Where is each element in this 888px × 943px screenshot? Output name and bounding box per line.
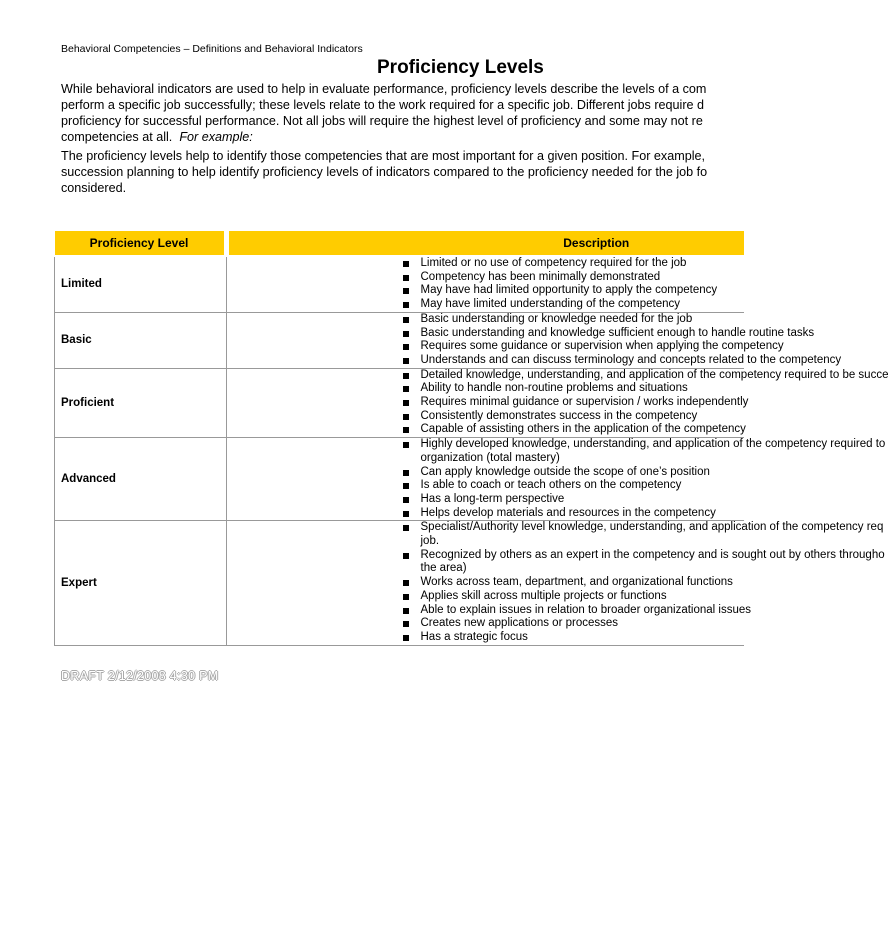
table-header-row: [55, 231, 745, 256]
list-item-text: Recognized by others as an expert in the competency and is sought out by others througho: [420, 548, 885, 561]
square-bullet-icon: [403, 386, 409, 392]
square-bullet-icon: [403, 302, 409, 308]
square-bullet-icon: [403, 635, 409, 641]
list-item: [401, 423, 745, 437]
square-bullet-icon: [403, 317, 409, 323]
proficiency-level-cell: Expert: [55, 521, 227, 645]
description-cell: [226, 312, 842, 368]
square-bullet-icon: [403, 414, 409, 420]
description-cell: [226, 368, 888, 438]
table-row: [55, 438, 745, 521]
list-item-text: Applies skill across multiple projects or functions: [420, 589, 667, 602]
description-list: [227, 368, 888, 438]
list-item: [401, 466, 745, 480]
intro-line: The proficiency levels help to identify those competencies that are most important for a given position. For example,: [61, 149, 706, 163]
list-item: [401, 479, 745, 493]
description-cell: [226, 256, 744, 312]
list-item-text: Requires minimal guidance or supervision / works independently: [420, 396, 749, 409]
list-item-text: Has a strategic focus: [420, 630, 528, 643]
description-list: [227, 438, 886, 520]
list-item-text: Understands and can discuss terminology and concepts related to the competency: [420, 353, 842, 366]
list-item-text: Works across team, department, and organizational functions: [420, 576, 733, 589]
list-item: [401, 382, 745, 396]
square-bullet-icon: [403, 331, 409, 337]
running-header: Behavioral Competencies – Definitions and Behavioral Indicators: [61, 43, 363, 55]
list-item: [401, 257, 745, 271]
list-item: [401, 548, 885, 563]
list-item-text: Capable of assisting others in the application of the competency: [420, 423, 746, 436]
header-description: Description: [226, 231, 744, 256]
list-item: [401, 521, 884, 535]
square-bullet-icon: [403, 553, 409, 559]
proficiency-table: [54, 231, 888, 646]
intro-text: [61, 81, 761, 196]
square-bullet-icon: [403, 525, 409, 531]
intro-line: While behavioral indicators are used to help in evaluate performance, proficiency levels describe the levels of a com: [61, 82, 707, 96]
list-item-text: job.: [420, 535, 440, 548]
table-row: [55, 312, 745, 368]
list-item-text: May have had limited opportunity to apply the competency: [420, 284, 718, 297]
intro-line-text: competencies at all.: [61, 130, 173, 144]
list-item-text: Highly developed knowledge, understanding, and application of the competency required to: [420, 438, 886, 451]
list-item-text: Requires some guidance or supervision when applying the competency: [420, 340, 784, 353]
square-bullet-icon: [403, 358, 409, 364]
square-bullet-icon: [403, 442, 409, 448]
table-row: [55, 368, 745, 438]
list-item: [401, 452, 745, 466]
list-item-text: Creates new applications or processes: [420, 617, 619, 630]
list-item: [401, 535, 745, 549]
description-cell: [226, 438, 886, 521]
square-bullet-icon: [403, 470, 409, 476]
intro-line: proficiency for successful performance. Not all jobs will require the highest level of proficiency and some may not re: [61, 114, 703, 128]
list-item: [401, 438, 886, 452]
list-item: [401, 284, 745, 298]
table-row: [55, 256, 745, 312]
square-bullet-icon: [403, 373, 409, 379]
square-bullet-icon: [403, 594, 409, 600]
list-item: [401, 562, 745, 576]
header-proficiency-level: Proficiency Level: [55, 231, 227, 256]
list-item-text: Basic understanding and knowledge sufficient enough to handle routine tasks: [420, 326, 815, 339]
list-item: [401, 298, 745, 312]
list-item-text: Limited or no use of competency required for the job: [420, 257, 687, 269]
square-bullet-icon: [403, 483, 409, 489]
square-bullet-icon: [403, 344, 409, 350]
description-list: [227, 521, 885, 644]
square-bullet-icon: [403, 400, 409, 406]
list-item: [401, 326, 815, 341]
list-item-text: Detailed knowledge, understanding, and application of the competency required to be succe: [420, 368, 888, 381]
square-bullet-icon: [403, 580, 409, 586]
list-item: [401, 617, 745, 631]
list-item: [401, 631, 745, 645]
list-item-text: Ability to handle non-routine problems and situations: [420, 382, 688, 395]
intro-line: succession planning to help identify proficiency levels of indicators compared to the proficiency needed for the job fo: [61, 165, 708, 179]
list-item-text: Consistently demonstrates success in the competency: [420, 409, 698, 422]
square-bullet-icon: [403, 288, 409, 294]
list-item-text: Is able to coach or teach others on the competency: [420, 479, 682, 492]
proficiency-level-cell: Advanced: [55, 438, 227, 521]
intro-example-label: For example:: [179, 130, 253, 144]
description-list: [227, 257, 745, 312]
list-item-text: the area): [420, 562, 467, 575]
list-item: [401, 368, 888, 383]
list-item-text: Has a long-term perspective: [420, 492, 565, 505]
list-item: [401, 313, 745, 327]
list-item-text: Basic understanding or knowledge needed for the job: [420, 312, 693, 325]
list-item: [401, 493, 745, 507]
list-item: [401, 603, 752, 618]
list-item-text: Specialist/Authority level knowledge, understanding, and application of the competency req: [420, 521, 884, 534]
square-bullet-icon: [403, 621, 409, 627]
square-bullet-icon: [403, 511, 409, 517]
square-bullet-icon: [403, 608, 409, 614]
intro-line: considered.: [61, 181, 127, 195]
square-bullet-icon: [403, 497, 409, 503]
list-item-text: Helps develop materials and resources in the competency: [420, 506, 716, 519]
draft-stamp: DRAFT 2/12/2008 4:30 PM: [61, 669, 219, 683]
list-item-text: organization (total mastery): [420, 451, 560, 464]
list-item-text: Able to explain issues in relation to broader organizational issues: [420, 603, 752, 616]
proficiency-level-cell: Basic: [55, 312, 227, 368]
list-item: [401, 410, 745, 424]
table-row: [55, 521, 745, 645]
list-item-text: May have limited understanding of the competency: [420, 298, 681, 311]
description-list: [227, 312, 842, 368]
list-item: [401, 507, 745, 521]
list-item: [401, 396, 749, 410]
intro-line: [61, 129, 761, 145]
list-item: [401, 576, 745, 590]
list-item: [401, 271, 745, 285]
page-title: Proficiency Levels: [377, 57, 544, 78]
proficiency-level-cell: Limited: [55, 256, 227, 312]
list-item: [401, 340, 784, 354]
list-item: [401, 590, 745, 604]
intro-line: perform a specific job successfully; these levels relate to the work required for a specific job. Different jobs require d: [61, 98, 705, 112]
list-item-text: Competency has been minimally demonstrated: [420, 270, 661, 283]
proficiency-level-cell: Proficient: [55, 368, 227, 438]
list-item: [401, 353, 842, 368]
square-bullet-icon: [403, 427, 409, 433]
list-item-text: Can apply knowledge outside the scope of one’s position: [420, 465, 710, 478]
square-bullet-icon: [403, 275, 409, 281]
square-bullet-icon: [403, 261, 409, 267]
description-cell: [226, 521, 885, 645]
